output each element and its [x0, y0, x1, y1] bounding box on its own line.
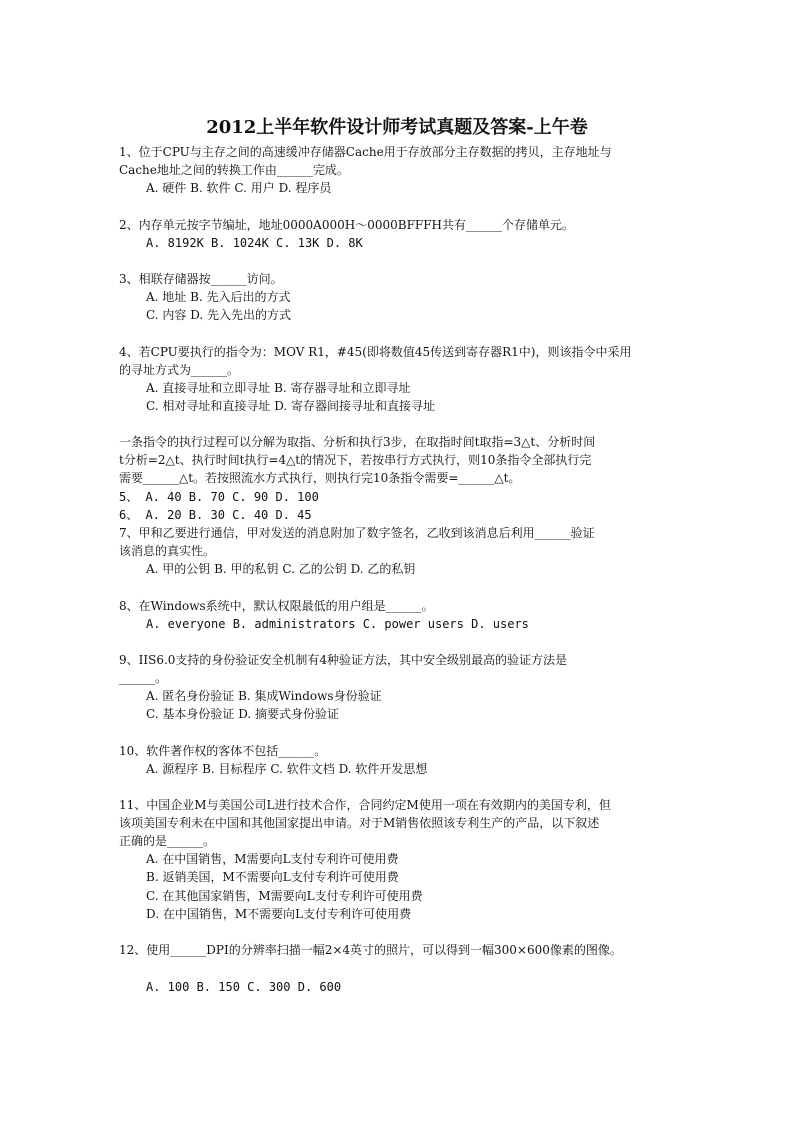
question-11-line-2: 该项美国专利未在中国和其他国家提出申请。对于M销售依照该专利生产的产品，以下叙述	[119, 816, 600, 830]
question-11-line-3: 正确的是______。	[119, 834, 216, 848]
question-10-line-1: 10、软件著作权的客体不包括______。	[119, 744, 327, 758]
question-12-options: A. 100 B. 150 C. 300 D. 600	[146, 980, 342, 994]
question-12-line-1: 12、使用______DPI的分辨率扫描一幅2×4英寸的照片，可以得到一幅300×600像素的图像。	[119, 943, 622, 957]
question-11-option-d: D. 在中国销售，M不需要向L支付专利许可使用费	[146, 907, 412, 921]
question-3-options-2: C. 内容 D. 先入先出的方式	[146, 308, 292, 322]
question-4-line-1: 4、若CPU要执行的指令为：MOV R1，#45(即将数值45传送到寄存器R1中)，则该指令中采用	[119, 345, 632, 359]
question-7-line-1: 7、甲和乙要进行通信，甲对发送的消息附加了数字签名，乙收到该消息后利用______验证	[119, 526, 595, 540]
question-11-option-a: A. 在中国销售，M需要向L支付专利许可使用费	[146, 852, 399, 866]
page-title: 2012上半年软件设计师考试真题及答案-上午卷	[206, 117, 588, 138]
question-9-options-2: C. 基本身份验证 D. 摘要式身份验证	[146, 707, 340, 721]
question-4-options-2: C. 相对寻址和直接寻址 D. 寄存器间接寻址和直接寻址	[146, 399, 436, 413]
question-2-line-1: 2、内存单元按字节编址，地址0000A000H～0000BFFFH共有______个存储单元。	[119, 218, 575, 232]
question-1-options: A. 硬件 B. 软件 C. 用户 D. 程序员	[146, 181, 332, 195]
question-6-options: 6、 A. 20 B. 30 C. 40 D. 45	[119, 508, 312, 522]
question-9-line-1: 9、IIS6.0支持的身份验证安全机制有4种验证方法，其中安全级别最高的验证方法是	[119, 653, 568, 667]
question-9-options-1: A. 匿名身份验证 B. 集成Windows身份验证	[146, 689, 382, 703]
question-1-line-1: 1、位于CPU与主存之间的高速缓冲存储器Cache用于存放部分主存数据的拷贝，主存地址与	[119, 145, 612, 159]
question-2-options: A. 8192K B. 1024K C. 13K D. 8K	[146, 236, 363, 250]
question-8-line-1: 8、在Windows系统中，默认权限最低的用户组是______。	[119, 599, 434, 613]
question-1-line-2: Cache地址之间的转换工作由______完成。	[119, 163, 349, 177]
question-7-line-2: 该消息的真实性。	[119, 544, 216, 558]
question-8-options: A. everyone B. administrators C. power users D. users	[146, 617, 529, 631]
question-5-6-line-1: 一条指令的执行过程可以分解为取指、分析和执行3步，在取指时间t取指=3△t、分析时间	[119, 435, 596, 449]
question-5-6-line-3: 需要______△t。若按照流水方式执行，则执行完10条指令需要=______△t。	[119, 471, 521, 485]
question-4-options-1: A. 直接寻址和立即寻址 B. 寄存器寻址和立即寻址	[146, 381, 411, 395]
question-11-line-1: 11、中国企业M与美国公司L进行技术合作，合同约定M使用一项在有效期内的美国专利，但	[119, 798, 611, 812]
question-11-option-b: B. 返销美国，M不需要向L支付专利许可使用费	[146, 870, 399, 884]
question-5-options: 5、 A. 40 B. 70 C. 90 D. 100	[119, 490, 319, 504]
question-4-line-2: 的寻址方式为______。	[119, 363, 240, 377]
question-10-options: A. 源程序 B. 目标程序 C. 软件文档 D. 软件开发思想	[146, 762, 428, 776]
question-7-options: A. 甲的公钥 B. 甲的私钥 C. 乙的公钥 D. 乙的私钥	[146, 562, 416, 576]
question-5-6-line-2: t分析=2△t、执行时间t执行=4△t的情况下，若按串行方式执行，则10条指令全部执行完	[119, 453, 592, 467]
question-9-line-2: ______。	[119, 671, 168, 685]
question-3-options-1: A. 地址 B. 先入后出的方式	[146, 290, 291, 304]
question-11-option-c: C. 在其他国家销售，M需要向L支付专利许可使用费	[146, 889, 423, 903]
question-3-line-1: 3、相联存储器按______访问。	[119, 272, 283, 286]
